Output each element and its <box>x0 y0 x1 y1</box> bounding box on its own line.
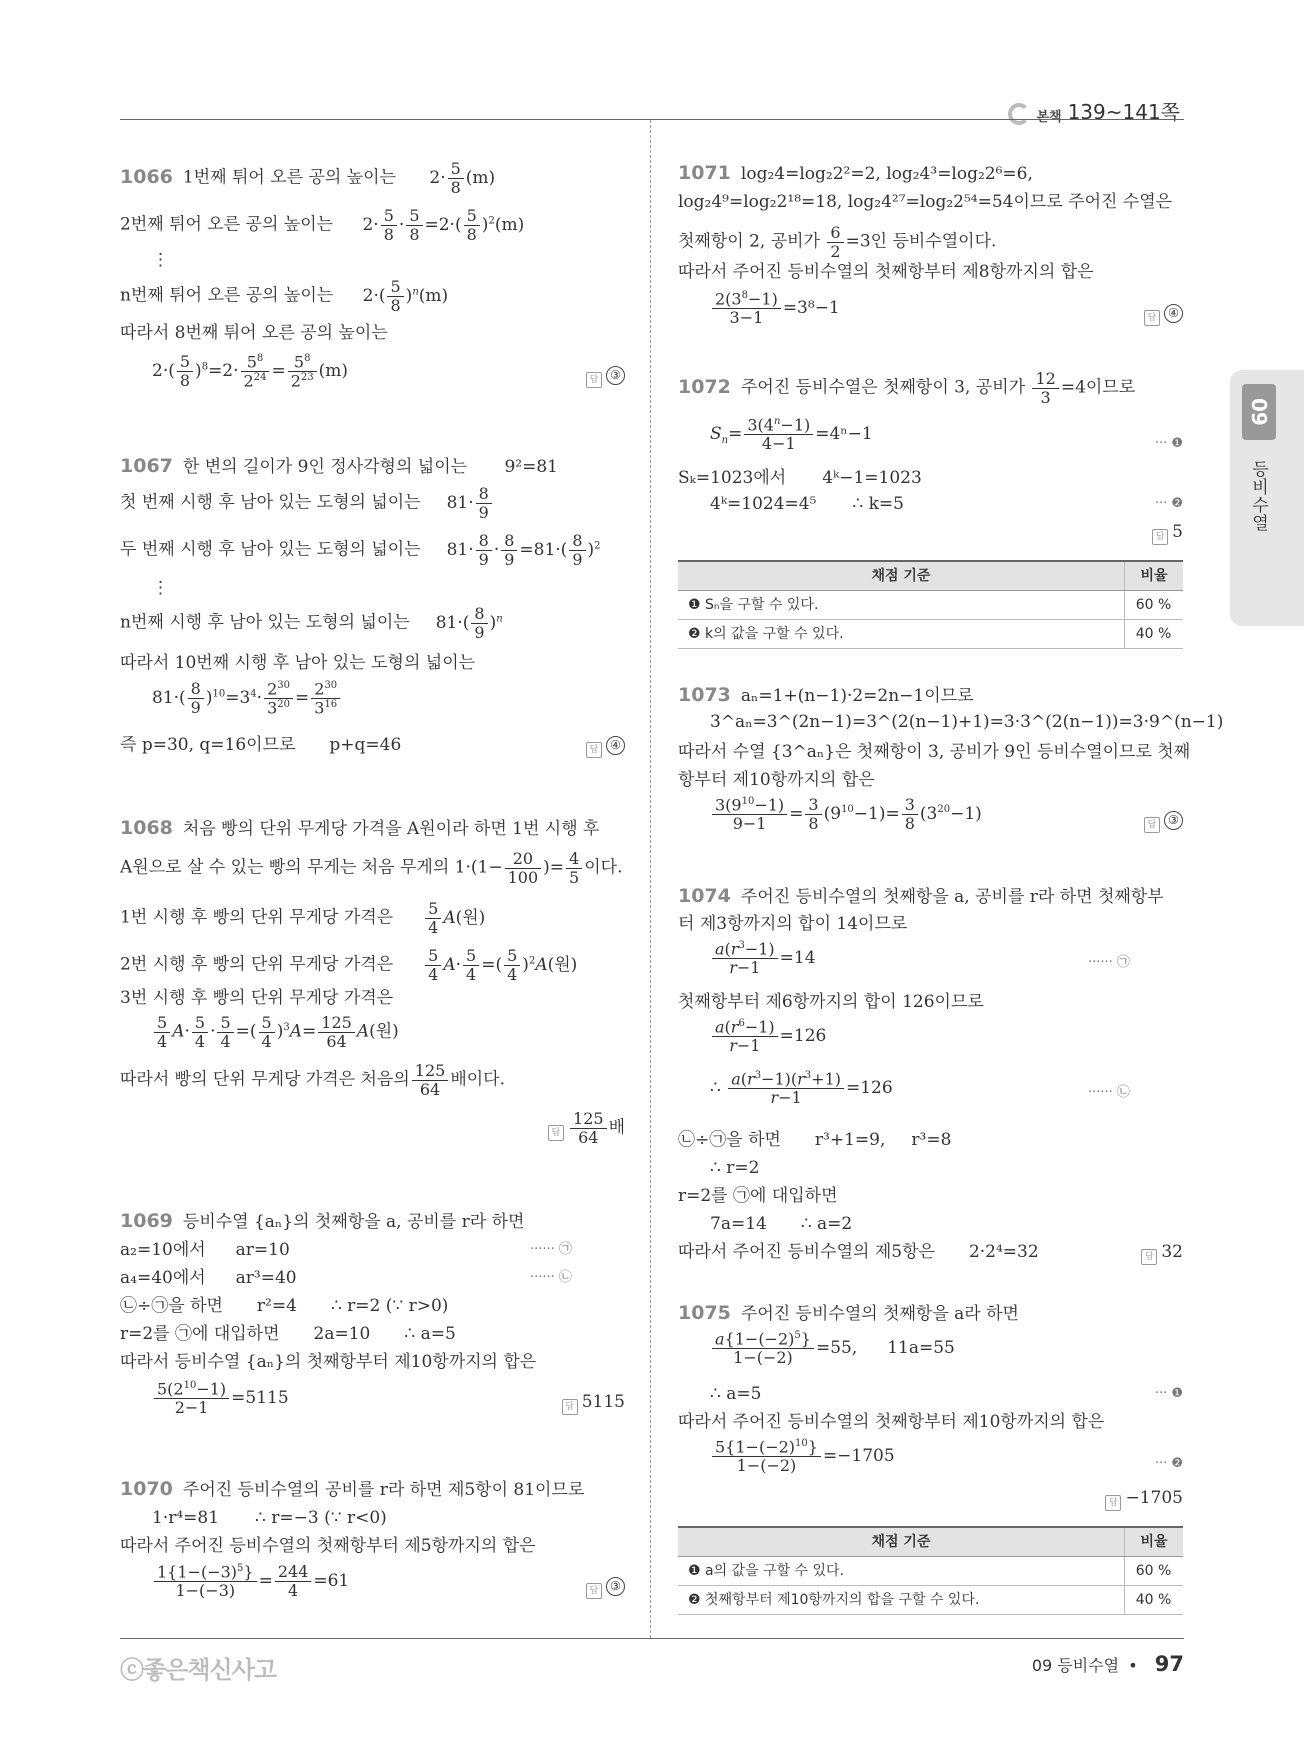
p1071-formula: $\frac{2(3^8-1)}{3-1}$ =3⁸−1 <box>710 290 840 327</box>
p1072-line4: 4ᵏ=1024=4⁵ ∴ k=5 <box>710 494 904 514</box>
p1074-line9: r=2를 ㉠에 대입하면 <box>678 1186 838 1206</box>
p1074-line11: 따라서 주어진 등비수열의 제5항은 2·2⁴=32 <box>678 1242 1039 1262</box>
p1074-line7: ㉡÷㉠을 하면 r³+1=9, r³=8 <box>678 1130 952 1150</box>
p1067-formula: 81·( $\frac{8}{9}$ )$^{10}=3^4\cdot$ $\frac{2^{30}}{3^{20}}$ = $\frac{2^{30}}{3^{16}}$ <box>152 680 342 717</box>
p1069-line4: ㉡÷㉠을 하면 r²=4 ∴ r=2 (∵ r>0) <box>120 1296 449 1316</box>
p1066-line3: n번째 튀어 오른 공의 높이는 2·( $\frac{5}{8}$ )$^n$(m) <box>120 277 449 315</box>
p1068-answer: 답 $\frac{125}{64}$ 배 <box>548 1110 625 1146</box>
p1073-line1: 1073 aₙ=1+(n−1)·2=2n−1이므로 <box>678 684 974 706</box>
p1072-line3: Sₖ=1023에서 4ᵏ−1=1023 <box>678 468 922 488</box>
p1073-line4: 항부터 제10항까지의 합은 <box>678 770 875 790</box>
p1071-line1: 1071 log₂4=log₂2²=2, log₂4³=log₂2⁶=6, <box>678 162 1033 184</box>
p1074-line2: 터 제3항까지의 합이 14이므로 <box>678 914 908 934</box>
table-row: ❶ a의 값을 구할 수 있다. 60 % <box>678 1557 1183 1586</box>
p1073-line2: 3^aₙ=3^(2n−1)=3^(2(n−1)+1)=3·3^(2(n−1))=3·9^(n−1) <box>710 712 1224 732</box>
p1066-line2: 2번째 튀어 오른 공의 높이는 2· $\frac{5}{8}$ · $\frac{5}{8}$ =2·( $\frac{5}{8}$ )$^2$(m) <box>120 206 525 244</box>
p1066-line4: 따라서 8번째 튀어 오른 공의 높이는 <box>120 323 388 343</box>
p1071-answer: 답 ④ <box>1144 303 1183 326</box>
p1070-formula: $\frac{1\{1-(-3)^5\}}{1-(-3)}$ = $\frac{244}{4}$ =61 <box>152 1563 349 1600</box>
p1075-formula2: $\frac{5\{1-(-2)^{10}\}}{1-(-2)}$ =−1705 <box>710 1438 895 1475</box>
p1068-line3: 1번 시행 후 빵의 단위 무게당 가격은 $\frac{5}{4}$ A(원) <box>120 899 486 937</box>
p1072-line1: 1072 주어진 등비수열은 첫째항이 3, 공비가 $\frac{12}{3}$ =4이므로 <box>678 369 1136 407</box>
p1074-line10: 7a=14 ∴ a=2 <box>710 1214 853 1234</box>
p1069-line1: 1069 등비수열 {aₙ}의 첫째항을 a, 공비를 r라 하면 <box>120 1210 525 1232</box>
p1074-line4: 첫째항부터 제6항까지의 합이 126이므로 <box>678 992 984 1012</box>
footer-chapter: 09 등비수열 <box>1031 1656 1120 1675</box>
marker-1: ··· ❶ <box>1154 436 1183 451</box>
p1070-line3: 따라서 주어진 등비수열의 첫째항부터 제5항까지의 합은 <box>120 1536 536 1556</box>
p1074-formula1: $\frac{a(r^3-1)}{r-1}$ =14 <box>710 940 816 977</box>
p1074-line1: 1074 주어진 등비수열의 첫째항을 a, 공비를 r라 하면 첫째항부 <box>678 885 1164 907</box>
p1067-line3: 두 번째 시행 후 남아 있는 도형의 넓이는 81· $\frac{8}{9}$ · $\frac{8}{9}$ =81·( $\frac{8}{9}$ )$^2$ <box>120 531 601 569</box>
p1068-line2: A원으로 살 수 있는 빵의 무게는 처음 무게의 1·(1− $\frac{20}{100}$ )= $\frac{4}{5}$ 이다. <box>120 849 623 887</box>
p1071-line2: log₂4⁹=log₂2¹⁸=18, log₂4²⁷=log₂2⁵⁴=54이므로 주어진 수열은 <box>678 192 1173 212</box>
p1073-line3: 따라서 수열 {3^aₙ}은 첫째항이 3, 공비가 9인 등비수열이므로 첫째 <box>678 742 1191 762</box>
vdots: ⋮ <box>152 250 169 270</box>
page-header <box>1008 96 1180 125</box>
chapter-title: 등비수열 <box>1248 460 1268 532</box>
footer-rule <box>120 1638 1184 1639</box>
table-row: ❷ 첫째항부터 제10항까지의 합을 구할 수 있다. 40 % <box>678 1586 1183 1615</box>
p1067-line1: 1067 한 변의 길이가 9인 정사각형의 넓이는 9²=81 <box>120 455 558 477</box>
p1069-line5: r=2를 ㉠에 대입하면 2a=10 ∴ a=5 <box>120 1324 456 1344</box>
p1069-line3: a₄=40에서 ar³=40 <box>120 1268 297 1288</box>
p1075-line4: 따라서 주어진 등비수열의 첫째항부터 제10항까지의 합은 <box>678 1412 1105 1432</box>
column-divider <box>650 120 651 1638</box>
marker-a: ······ ㉠ <box>530 1242 572 1257</box>
p1069-formula: $\frac{5(2^{10}-1)}{2-1}$ =5115 <box>152 1380 289 1417</box>
p1071-line4: 따라서 주어진 등비수열의 첫째항부터 제8항까지의 합은 <box>678 262 1094 282</box>
p1068-line4: 2번 시행 후 빵의 단위 무게당 가격은 $\frac{5}{4}$ A· $\frac{5}{4}$ =( $\frac{5}{4}$ )$^2$A(원) <box>120 946 578 984</box>
p1067-line5: 따라서 10번째 시행 후 남아 있는 도형의 넓이는 <box>120 653 476 673</box>
p1066-formula: 2·( $\frac{5}{8}$ )$^8$=2· $\frac{5^8}{2^{24}}$ = $\frac{5^8}{2^{23}}$ (m) <box>152 352 349 391</box>
p1067-line6: 즉 p=30, q=16이므로 p+q=46 <box>120 735 402 755</box>
page-number: 97 <box>1154 1652 1184 1676</box>
p1068-formula: $\frac{5}{4}$ A· $\frac{5}{4}$ · $\frac{5}{4}$ =( $\frac{5}{4}$ )$^3$A= $\frac{125}{64}$ A(원) <box>152 1014 399 1050</box>
table-row: ❷ k의 값을 구할 수 있다. 40 % <box>678 620 1183 649</box>
page-range: 139~141쪽 <box>1067 100 1180 124</box>
p1069-line6: 따라서 등비수열 {aₙ}의 첫째항부터 제10항까지의 합은 <box>120 1352 537 1372</box>
refresh-arrow-icon <box>1008 103 1030 125</box>
table-row: ❶ Sₙ을 구할 수 있다. 60 % <box>678 591 1183 620</box>
p1075-answer: 답 −1705 <box>1105 1488 1183 1511</box>
p1075-formula1: $\frac{a\{1-(-2)^5\}}{1-(-2)}$ =55, 11a=55 <box>710 1330 955 1367</box>
p1072-answer: 답 5 <box>1152 522 1183 545</box>
footer-bullet: • <box>1128 1656 1138 1675</box>
p1069-answer: 답 5115 <box>562 1392 625 1415</box>
p1067-line4: n번째 시행 후 남아 있는 도형의 넓이는 81·( $\frac{8}{9}$ )$^n$ <box>120 604 503 642</box>
rubric-table-1075: 채점 기준 비율 ❶ a의 값을 구할 수 있다. 60 % ❷ 첫째항부터 제10항까지의 합을 구할 수 있다. 40 % <box>678 1526 1183 1615</box>
publisher-logo: ⓒ좋은책신사고 <box>120 1656 277 1684</box>
p1071-line3: 첫째항이 2, 공비가 $\frac{6}{2}$ =3인 등비수열이다. <box>678 223 997 261</box>
p1066-answer: 답 ③ <box>586 365 625 388</box>
p1070-line1: 1070 주어진 등비수열의 공비를 r라 하면 제5항이 81이므로 <box>120 1478 585 1500</box>
p1074-line8: ∴ r=2 <box>710 1158 760 1178</box>
p1073-formula: $\frac{3(9^{10}-1)}{9-1}$ = $\frac{3}{8}$ $(9^{10}-1)=$ $\frac{3}{8}$ $(3^{20}-1)$ <box>710 796 982 833</box>
p1075-line3: ∴ a=5 <box>710 1384 762 1404</box>
marker-b: ······ ㉡ <box>530 1270 572 1285</box>
p1073-answer: 답 ③ <box>1144 810 1183 833</box>
p1070-answer: 답 ③ <box>586 1576 625 1599</box>
p1072-formula: $S_n=$ $\frac{3(4^n-1)}{4-1}$ =4ⁿ−1 <box>710 415 873 453</box>
rubric-table-1072: 채점 기준 비율 ❶ Sₙ을 구할 수 있다. 60 % ❷ k의 값을 구할 수 있다. 40 % <box>678 560 1183 649</box>
p1067-answer: 답 ④ <box>586 735 625 758</box>
p1066-line1: 1066 1번째 튀어 오른 공의 높이는 2· $\frac{5}{8}$ (m) <box>120 159 496 197</box>
p1074-formula2: $\frac{a(r^6-1)}{r-1}$ =126 <box>710 1018 826 1055</box>
page-footer <box>1032 1652 1184 1676</box>
p1067-line2: 첫 번째 시행 후 남아 있는 도형의 넓이는 81· $\frac{8}{9}$ <box>120 485 494 521</box>
p1068-line5: 3번 시행 후 빵의 단위 무게당 가격은 <box>120 988 394 1008</box>
p1068-line1: 1068 처음 빵의 단위 무게당 가격을 A원이라 하면 1번 시행 후 <box>120 817 600 839</box>
answer-icon: 답 <box>586 372 602 388</box>
p1070-line2: 1·r⁴=81 ∴ r=−3 (∵ r<0) <box>152 1508 387 1528</box>
p1074-formula3: ∴ $\frac{a(r^3-1)(r^3+1)}{r-1}$ =126 <box>710 1069 893 1107</box>
problem-number: 1066 <box>120 165 173 188</box>
p1069-line2: a₂=10에서 ar=10 <box>120 1240 290 1260</box>
header-rule <box>120 119 1184 120</box>
p1068-line6: 따라서 빵의 단위 무게당 가격은 처음의 $\frac{125}{64}$ 배이다. <box>120 1061 505 1099</box>
chapter-side-tab[interactable] <box>1230 370 1304 626</box>
marker-2: ··· ❷ <box>1154 496 1183 511</box>
book-label: 본책 <box>1036 110 1062 125</box>
p1074-answer: 답 32 <box>1141 1242 1183 1265</box>
rubric-header: 채점 기준 <box>678 561 1125 591</box>
p1075-line1: 1075 주어진 등비수열의 첫째항을 a라 하면 <box>678 1302 1019 1324</box>
chapter-number: 09 <box>1242 384 1276 440</box>
